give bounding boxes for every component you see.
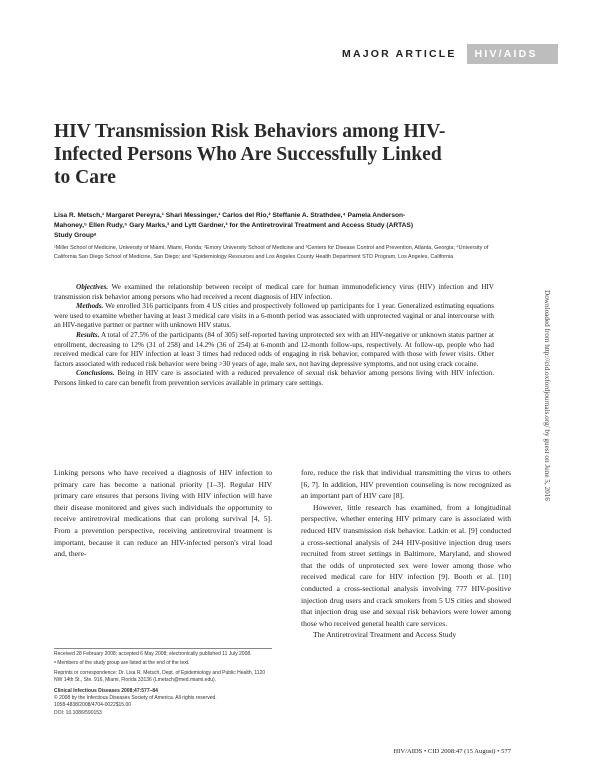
correspondence-note: Reprints or correspondence: Dr. Lisa R. Metsch, Dept. of Epidemiology and Public Health, 1120 NW 14th St., Ste. 916, Miami, Florida 33136 (Lmetsch@med.miami.edu). <box>54 669 266 684</box>
copyright: © 2008 by the Infectious Diseases Society of America. All rights reserved. <box>54 695 217 702</box>
article-type-kicker: MAJOR ARTICLE <box>342 48 457 60</box>
journal-citation <box>54 688 272 695</box>
results-label: Results. <box>76 330 100 339</box>
objectives-label: Objectives. <box>76 283 109 291</box>
author-affiliations: ¹Miller School of Medicine, University of Miami, Miami, Florida; ²Emory University School of Medicine and ³Centers for Disease Control and Prevention, Atlanta, Georgia; ⁴University of California San Diego School of Medicine, San Diego; and ⁵Epidemiology Resources and Los Angeles County Health Department STD Program, Los Angeles, California <box>54 245 489 260</box>
conclusions-text: Being in HIV care is associated with a reduced prevalence of sexual risk behavior among persons living with HIV infection. Persons linked to care can benefit from prevention services available in primary care settings. <box>54 369 494 387</box>
issn: 1058-4838/2008/4704-0022$15.00 <box>54 702 132 709</box>
journal-issue: 2008;47:577–84 <box>121 687 158 694</box>
conclusions-label: Conclusions. <box>76 369 115 378</box>
methods-label: Methods. <box>76 302 104 311</box>
abstract-results <box>54 331 494 369</box>
body-paragraph: However, little research has examined, from a longitudinal perspective, whether entering HIV primary care is associated with reduced HIV transmission risk behavior. Latkin et al. [9] conducted a cross-sectional analysis of 244 HIV-positive injection drug users recruited from street settings in Baltimore, Maryland, and showed that the odds of unprotected sex were lower among those who received medical care for HIV infection [9]. Booth et al. [10] conducted a cross-sectional analysis involving 777 HIV-positive injection drug users and crack smokers from 5 US cities and showed that injection drug use and sexual risk behaviors were lower among those who received general health care services. <box>301 502 511 628</box>
study-group-note: ᵃ Members of the study group are listed at the end of the text. <box>54 660 190 667</box>
abstract-conclusions <box>54 369 494 388</box>
body-column-right <box>301 467 511 641</box>
body-paragraph: fore, reduce the risk that individual transmitting the virus to others [6, 7]. In addition, HIV prevention counseling is now recognized as an important part of HIV care [8]. <box>301 468 511 501</box>
section-tag: HIV/AIDS <box>467 44 558 64</box>
body-column-left <box>54 467 272 560</box>
received-dates: Received 28 February 2008; accepted 6 May 2008; electronically published 11 July 2008. <box>54 651 252 657</box>
body-paragraph: Linking persons who have received a diagnosis of HIV infection to primary care has become a national priority [1–3]. Regular HIV primary care ensures that persons living with HIV infection will have their disease monitored and gives such individuals the opportunity to receive antiretroviral medications that can prolong survival [4, 5]. From a prevention perspective, receiving antiretroviral treatment is important, because it can reduce an HIV-infected person's viral load and, there- <box>54 468 272 559</box>
footnote-divider <box>54 648 272 649</box>
journal-info <box>54 688 272 718</box>
article-header <box>340 44 558 64</box>
abstract-objectives <box>54 283 494 302</box>
abstract <box>54 283 494 389</box>
footnotes <box>54 651 272 717</box>
author-list: Lisa R. Metsch,¹ Margaret Pereyra,¹ Shari Messinger,¹ Carlos del Rio,² Steffanie A. Strathdee,⁴ Pamela Anderson-Mahoney,⁵ Ellen Rudy,⁵ Gary Marks,³ and Lytt Gardner,³ for the Antiretroviral Treatment and Access Study (ARTAS) Study Groupᵃ <box>54 212 414 239</box>
journal-name: Clinical Infectious Diseases <box>54 687 120 694</box>
download-notice: Downloaded from http://cid.oxfordjournals.org/ by guest on June 5, 2016 <box>543 290 551 501</box>
results-text: A total of 27.5% of the participants (84 of 305) self-reported having unprotected sex with an HIV-negative or unknown status partner at enrollment, decreasing to 12% (31 of 258) and 14.2% (36 of 254) at 6-month and 12-month follow-ups, respectively. At follow-up, people who had received medical care for HIV infection at least 3 times had reduced odds of engaging in risk behavior, compared with those with fewer visits. Other factors associated with reduced risk behavior were being >30 years of age, male sex, not having depressive symptoms, and not using crack cocaine. <box>54 330 494 368</box>
article-title: HIV Transmission Risk Behaviors among HIV-Infected Persons Who Are Successfully Linked to Care <box>54 121 446 188</box>
abstract-methods <box>54 302 494 331</box>
body-paragraph: The Antiretroviral Treatment and Access Study <box>313 630 457 640</box>
page-footer: HIV/AIDS • CID 2008:47 (15 August) • 577 <box>393 748 511 755</box>
doi: DOI: 10.1086/590153 <box>54 709 102 716</box>
methods-text: We enrolled 316 participants from 4 US cities and prospectively followed up participants for 1 year. Generalized estimating equations were used to examine whether having at least 3 medical care visits in a 6-month period was associated with unprotected vaginal or anal intercourse with an HIV-negative partner or partner with unknown HIV status. <box>54 302 494 330</box>
objectives-text: We examined the relationship between receipt of medical care for human immunodeficiency virus (HIV) infection and HIV transmission risk behavior among persons who had received a recent diagnosis of HIV infection. <box>54 283 494 301</box>
